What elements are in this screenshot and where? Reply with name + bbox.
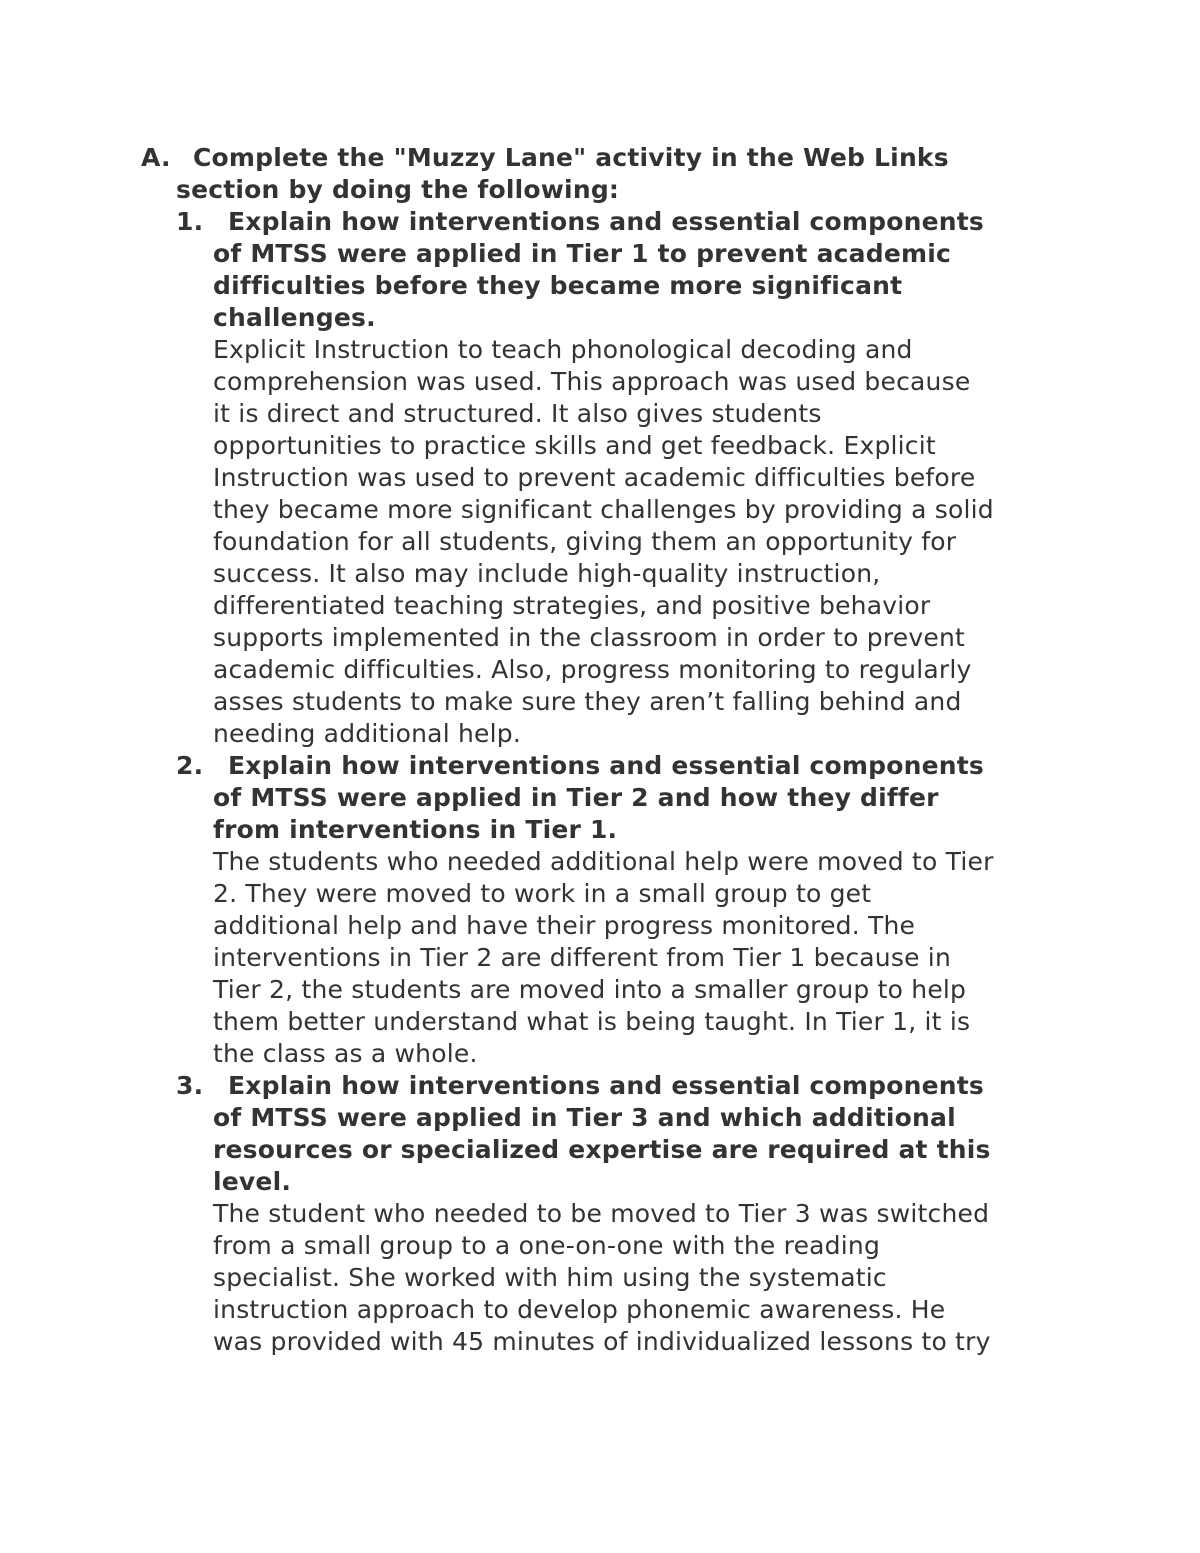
item-2-question-line: of MTSS were applied in Tier 2 and how they differ bbox=[213, 783, 939, 812]
item-3-answer-line: The student who needed to be moved to Tier 3 was switched bbox=[213, 1199, 990, 1228]
item-1-answer-line: they became more significant challenges by providing a solid bbox=[213, 495, 994, 524]
item-2-answer-line: The students who needed additional help were moved to Tier bbox=[213, 847, 994, 876]
item-3-question-line: of MTSS were applied in Tier 3 and which additional bbox=[213, 1103, 956, 1132]
item-2-answer-line: Tier 2, the students are moved into a smaller group to help bbox=[213, 975, 967, 1004]
section-a-marker: A. bbox=[141, 143, 171, 172]
item-2-answer-line: additional help and have their progress monitored. The bbox=[213, 911, 916, 940]
item-1-answer-line: differentiated teaching strategies, and positive behavior bbox=[213, 591, 931, 620]
item-2-question-line: from interventions in Tier 1. bbox=[213, 815, 618, 844]
item-1-question-line: challenges. bbox=[213, 303, 376, 332]
item-2-answer-line: the class as a whole. bbox=[213, 1039, 478, 1068]
item-1-answer-line: comprehension was used. This approach was used because bbox=[213, 367, 971, 396]
item-1-answer-line: it is direct and structured. It also gives students bbox=[213, 399, 822, 428]
item-1-answer-line: success. It also may include high-quality instruction, bbox=[213, 559, 881, 588]
item-2-question-line: Explain how interventions and essential components bbox=[228, 751, 985, 780]
item-1-marker: 1. bbox=[176, 207, 204, 236]
item-3-question-line: level. bbox=[213, 1167, 292, 1196]
item-2-marker: 2. bbox=[176, 751, 204, 780]
item-1-answer-line: opportunities to practice skills and get feedback. Explicit bbox=[213, 431, 936, 460]
item-1-question-line: Explain how interventions and essential components bbox=[228, 207, 985, 236]
item-1-answer-line: academic difficulties. Also, progress monitoring to regularly bbox=[213, 655, 972, 684]
item-2-answer-line: 2. They were moved to work in a small group to get bbox=[213, 879, 872, 908]
item-3-answer-line: from a small group to a one-on-one with the reading bbox=[213, 1231, 881, 1260]
item-3-question-line: Explain how interventions and essential components bbox=[228, 1071, 985, 1100]
item-2-answer-line: them better understand what is being taught. In Tier 1, it is bbox=[213, 1007, 971, 1036]
item-1-question-line: of MTSS were applied in Tier 1 to prevent academic bbox=[213, 239, 952, 268]
item-1-question-line: difficulties before they became more significant bbox=[213, 271, 903, 300]
item-3-answer-line: specialist. She worked with him using the systematic bbox=[213, 1263, 887, 1292]
item-1-answer-line: Explicit Instruction to teach phonological decoding and bbox=[213, 335, 913, 364]
section-a-heading-line: section by doing the following: bbox=[176, 175, 620, 204]
item-1-answer-line: foundation for all students, giving them an opportunity for bbox=[213, 527, 957, 556]
item-3-answer-line: instruction approach to develop phonemic awareness. He bbox=[213, 1295, 946, 1324]
item-2-answer-line: interventions in Tier 2 are different from Tier 1 because in bbox=[213, 943, 951, 972]
item-1-answer-line: supports implemented in the classroom in order to prevent bbox=[213, 623, 966, 652]
section-a-heading-line: Complete the "Muzzy Lane" activity in the Web Links bbox=[193, 143, 949, 172]
item-1-answer-line: asses students to make sure they aren’t falling behind and bbox=[213, 687, 962, 716]
item-1-answer-line: Instruction was used to prevent academic difficulties before bbox=[213, 463, 976, 492]
item-3-question-line: resources or specialized expertise are required at this bbox=[213, 1135, 991, 1164]
item-3-answer-line: was provided with 45 minutes of individualized lessons to try bbox=[213, 1327, 991, 1356]
item-3-marker: 3. bbox=[176, 1071, 204, 1100]
item-1-answer-line: needing additional help. bbox=[213, 719, 521, 748]
